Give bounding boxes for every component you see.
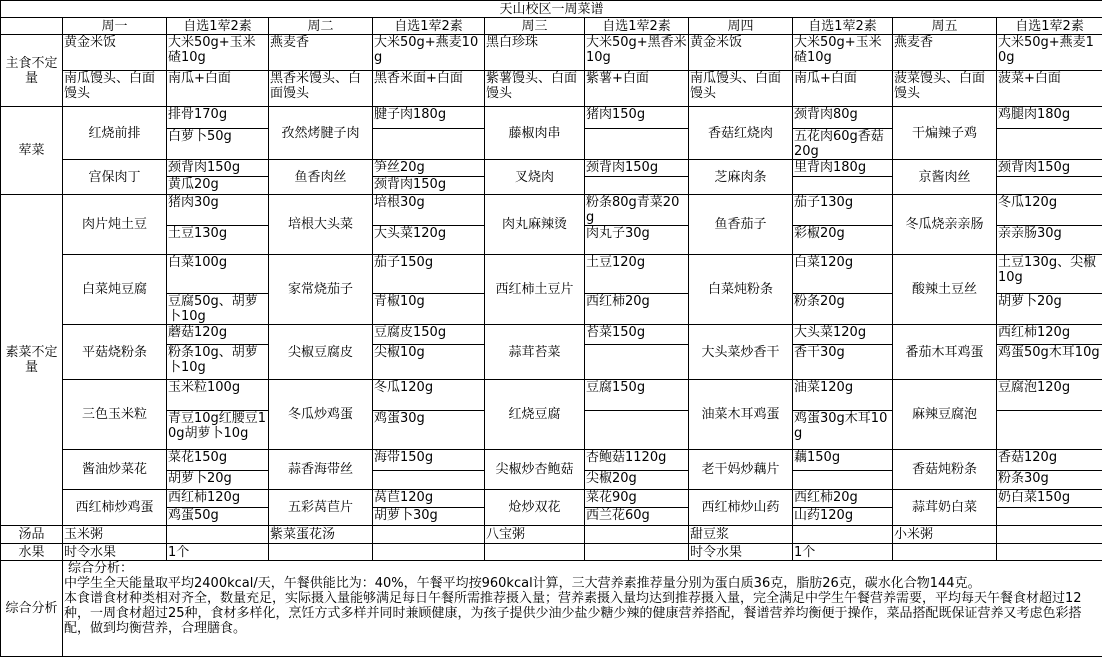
ingredient-cell[interactable]: 香菇120g xyxy=(997,450,1102,471)
dish-name[interactable]: 干煸辣子鸡 xyxy=(893,107,997,160)
ingredient-cell[interactable]: 冬瓜120g xyxy=(373,380,485,411)
ingredient-cell[interactable]: 豆腐皮150g xyxy=(373,325,485,345)
dish-name[interactable]: 三色玉米粒 xyxy=(63,380,167,450)
fruit-cell[interactable] xyxy=(997,544,1102,561)
category-staple[interactable]: 主食不定量 xyxy=(1,35,63,107)
staple-cell[interactable]: 黄金米饭 xyxy=(689,35,793,71)
soup-cell[interactable]: 小米粥 xyxy=(893,526,997,544)
dish-name[interactable]: 红烧前排 xyxy=(63,107,167,160)
ingredient-cell[interactable] xyxy=(997,508,1102,526)
fruit-cell[interactable] xyxy=(269,544,373,561)
dish-name[interactable]: 蒜茸苔菜 xyxy=(485,325,585,380)
staple-cell[interactable]: 南瓜+白面 xyxy=(793,71,893,107)
ingredient-cell[interactable]: 鸡腿肉180g xyxy=(997,107,1102,129)
ingredient-cell[interactable] xyxy=(585,345,689,380)
dish-name[interactable]: 油菜木耳鸡蛋 xyxy=(689,380,793,450)
soup-cell[interactable]: 玉米粥 xyxy=(63,526,167,544)
dish-name[interactable]: 冬瓜烧亲亲肠 xyxy=(893,195,997,255)
dish-name[interactable]: 白菜炖粉条 xyxy=(689,255,793,325)
category-meat[interactable]: 荤菜 xyxy=(1,107,63,195)
ingredient-cell[interactable] xyxy=(793,471,893,490)
ingredient-cell[interactable]: 颈背肉150g xyxy=(997,160,1102,177)
ingredient-cell[interactable]: 油菜120g xyxy=(793,380,893,411)
soup-cell[interactable] xyxy=(585,526,689,544)
dish-name[interactable]: 宫保肉丁 xyxy=(63,160,167,195)
ingredient-cell[interactable]: 豆腐50g、胡萝卜10g xyxy=(167,294,269,325)
ingredient-cell[interactable]: 冬瓜120g xyxy=(997,195,1102,226)
table-row xyxy=(1,255,1102,294)
ingredient-cell[interactable] xyxy=(373,471,485,490)
category-summary[interactable]: 综合分析 xyxy=(1,561,63,657)
dish-name[interactable]: 西红柿土豆片 xyxy=(485,255,585,325)
ingredient-cell[interactable]: 土豆120g xyxy=(585,255,689,294)
ingredient-cell[interactable]: 尖椒20g xyxy=(585,471,689,490)
staple-cell[interactable]: 紫薯馒头、白面馒头 xyxy=(485,71,585,107)
column-header[interactable]: 周三 xyxy=(485,18,585,35)
ingredient-cell[interactable]: 豆腐泡120g xyxy=(997,380,1102,411)
ingredient-cell[interactable]: 里背肉180g xyxy=(793,160,893,177)
fruit-cell[interactable]: 时令水果 xyxy=(689,544,793,561)
ingredient-cell[interactable]: 白菜100g xyxy=(167,255,269,294)
ingredient-cell[interactable] xyxy=(997,177,1102,195)
staple-cell[interactable]: 大米50g+黑香米10g xyxy=(585,35,689,71)
fruit-cell[interactable] xyxy=(585,544,689,561)
fruit-cell[interactable] xyxy=(893,544,997,561)
table-row xyxy=(1,325,1102,345)
dish-name[interactable]: 炝炒双花 xyxy=(485,490,585,526)
ingredient-cell[interactable] xyxy=(585,129,689,160)
ingredient-cell[interactable]: 杏鲍菇1120g xyxy=(585,450,689,471)
dish-name[interactable]: 大头菜炒香干 xyxy=(689,325,793,380)
ingredient-cell[interactable]: 笋丝20g xyxy=(373,160,485,177)
summary-text[interactable] xyxy=(63,561,1102,657)
ingredient-cell[interactable]: 粉条80g青菜20g xyxy=(585,195,689,226)
ingredient-cell[interactable]: 大头菜120g xyxy=(373,226,485,255)
ingredient-cell[interactable]: 苔菜150g xyxy=(585,325,689,345)
ingredient-cell[interactable]: 青椒10g xyxy=(373,294,485,325)
ingredient-cell[interactable]: 颈背肉150g xyxy=(167,160,269,177)
ingredient-cell[interactable] xyxy=(585,411,689,450)
soup-cell[interactable] xyxy=(167,526,269,544)
table-row xyxy=(1,561,1102,657)
dish-name[interactable]: 蒜香海带丝 xyxy=(269,450,373,490)
ingredient-cell[interactable]: 胡萝卜20g xyxy=(167,471,269,490)
table-row xyxy=(1,544,1102,561)
staple-cell[interactable]: 紫薯+白面 xyxy=(585,71,689,107)
staple-cell[interactable]: 燕麦香 xyxy=(893,35,997,71)
table-row xyxy=(1,450,1102,471)
ingredient-cell[interactable]: 玉米粒100g xyxy=(167,380,269,411)
ingredient-cell[interactable]: 尖椒10g xyxy=(373,345,485,380)
category-fruit[interactable]: 水果 xyxy=(1,544,63,561)
dish-name[interactable]: 番茄木耳鸡蛋 xyxy=(893,325,997,380)
ingredient-cell[interactable]: 猪肉30g xyxy=(167,195,269,226)
ingredient-cell[interactable]: 土豆130g xyxy=(167,226,269,255)
ingredient-cell[interactable]: 青豆10g红腰豆10g胡萝卜10g xyxy=(167,411,269,450)
soup-cell[interactable]: 甜豆浆 xyxy=(689,526,793,544)
summary-line2: 本食谱食材种类相对齐全，数量充足，实际摄入量能够满足每日午餐所需推荐摄入量；营养素摄入量均达到推荐摄入量，完全满足中学生午餐营养需要，平均每天午餐食材超过12种，一周食材超过25种，食材多样化，烹饪方式多样并同时兼顾健康，为孩子提供少油少盐少糖少辣的健康营养搭配，餐谱营养均衡便于操作，菜品搭配既保证营养又考虑色彩搭配，做到均衡营养，合理膳食。 xyxy=(64,591,1082,636)
dish-name[interactable]: 白菜炖豆腐 xyxy=(63,255,167,325)
ingredient-cell[interactable]: 菜花90g xyxy=(585,490,689,508)
staple-cell[interactable]: 菠菜+白面 xyxy=(997,71,1102,107)
ingredient-cell[interactable]: 颈背肉80g xyxy=(793,107,893,129)
ingredient-cell[interactable]: 西兰花60g xyxy=(585,508,689,526)
ingredient-cell[interactable] xyxy=(793,177,893,195)
dish-name[interactable]: 红烧豆腐 xyxy=(485,380,585,450)
ingredient-cell[interactable]: 土豆130g、尖椒10g xyxy=(997,255,1102,294)
ingredient-cell[interactable]: 西红柿20g xyxy=(793,490,893,508)
dish-name[interactable]: 尖椒豆腐皮 xyxy=(269,325,373,380)
ingredient-cell[interactable]: 西红柿120g xyxy=(167,490,269,508)
ingredient-cell[interactable]: 豆腐150g xyxy=(585,380,689,411)
staple-cell[interactable]: 南瓜+白面 xyxy=(167,71,269,107)
dish-name[interactable]: 芝麻肉条 xyxy=(689,160,793,195)
ingredient-cell[interactable]: 西红柿120g xyxy=(997,325,1102,345)
fruit-cell[interactable]: 1个 xyxy=(167,544,269,561)
ingredient-cell[interactable]: 白菜120g xyxy=(793,255,893,294)
soup-cell[interactable]: 八宝粥 xyxy=(485,526,585,544)
dish-name[interactable]: 鱼香肉丝 xyxy=(269,160,373,195)
table-row xyxy=(1,490,1102,508)
header-corner[interactable] xyxy=(1,18,63,35)
table-row xyxy=(1,1,1102,18)
ingredient-cell[interactable]: 胡萝卜30g xyxy=(373,508,485,526)
column-header[interactable]: 自选1荤2素 xyxy=(997,18,1102,35)
dish-name[interactable]: 家常烧茄子 xyxy=(269,255,373,325)
column-header[interactable]: 自选1荤2素 xyxy=(793,18,893,35)
column-header[interactable]: 周一 xyxy=(63,18,167,35)
ingredient-cell[interactable]: 鸡蛋50g xyxy=(167,508,269,526)
dish-name[interactable]: 藤椒肉串 xyxy=(485,107,585,160)
dish-name[interactable]: 肉片炖土豆 xyxy=(63,195,167,255)
ingredient-cell[interactable]: 海带150g xyxy=(373,450,485,471)
ingredient-cell[interactable] xyxy=(585,177,689,195)
column-header[interactable]: 自选1荤2素 xyxy=(167,18,269,35)
dish-name[interactable]: 香菇炖粉条 xyxy=(893,450,997,490)
ingredient-cell[interactable]: 亲亲肠30g xyxy=(997,226,1102,255)
ingredient-cell[interactable]: 肉丸子30g xyxy=(585,226,689,255)
staple-cell[interactable]: 大米50g+燕麦10g xyxy=(373,35,485,71)
staple-cell[interactable]: 黑香米面+白面 xyxy=(373,71,485,107)
ingredient-cell[interactable]: 西红柿20g xyxy=(585,294,689,325)
dish-name[interactable]: 尖椒炒杏鲍菇 xyxy=(485,450,585,490)
ingredient-cell[interactable]: 彩椒20g xyxy=(793,226,893,255)
soup-cell[interactable] xyxy=(793,526,893,544)
ingredient-cell[interactable]: 猪肉150g xyxy=(585,107,689,129)
category-soup[interactable]: 汤品 xyxy=(1,526,63,544)
ingredient-cell[interactable]: 菜花150g xyxy=(167,450,269,471)
ingredient-cell[interactable]: 五花肉60g香菇20g xyxy=(793,129,893,160)
dish-name[interactable]: 麻辣豆腐泡 xyxy=(893,380,997,450)
fruit-cell[interactable] xyxy=(485,544,585,561)
dish-name[interactable]: 叉烧肉 xyxy=(485,160,585,195)
staple-cell[interactable]: 黑香米馒头、白面馒头 xyxy=(269,71,373,107)
staple-cell[interactable]: 南瓜馒头、白面馒头 xyxy=(689,71,793,107)
dish-name[interactable]: 西红柿炒鸡蛋 xyxy=(63,490,167,526)
dish-name[interactable]: 冬瓜炒鸡蛋 xyxy=(269,380,373,450)
ingredient-cell[interactable]: 山药120g xyxy=(793,508,893,526)
ingredient-cell[interactable] xyxy=(997,411,1102,450)
dish-name[interactable]: 鱼香茄子 xyxy=(689,195,793,255)
ingredient-cell[interactable]: 茄子150g xyxy=(373,255,485,294)
ingredient-cell[interactable]: 茄子130g xyxy=(793,195,893,226)
staple-cell[interactable]: 南瓜馒头、白面馒头 xyxy=(63,71,167,107)
staple-cell[interactable]: 大米50g+玉米碴10g xyxy=(167,35,269,71)
dish-name[interactable]: 西红柿炒山药 xyxy=(689,490,793,526)
table-row xyxy=(1,526,1102,544)
summary-line1: 中学生全天能量取平均2400kcal/天，午餐供能比为：40%，午餐平均按960kcal计算，三大营养素推荐量分别为蛋白质36克，脂肪26克，碳水化合物144克。 xyxy=(64,576,981,591)
table-row xyxy=(1,195,1102,226)
table-row xyxy=(1,380,1102,411)
table-row xyxy=(1,35,1102,71)
ingredient-cell[interactable]: 粉条30g xyxy=(997,471,1102,490)
table-row xyxy=(1,18,1102,35)
dish-name[interactable]: 京酱肉丝 xyxy=(893,160,997,195)
ingredient-cell[interactable]: 胡萝卜20g xyxy=(997,294,1102,325)
ingredient-cell[interactable]: 鸡蛋30g xyxy=(373,411,485,450)
column-header[interactable]: 周五 xyxy=(893,18,997,35)
table-row xyxy=(1,71,1102,107)
column-header[interactable]: 周二 xyxy=(269,18,373,35)
staple-cell[interactable]: 大米50g+玉米碴10g xyxy=(793,35,893,71)
fruit-cell[interactable]: 1个 xyxy=(793,544,893,561)
ingredient-cell[interactable]: 粉条20g xyxy=(793,294,893,325)
menu-title[interactable]: 天山校区一周菜谱 xyxy=(1,1,1102,18)
dish-name[interactable]: 孜然烤腱子肉 xyxy=(269,107,373,160)
ingredient-cell[interactable]: 莴苣120g xyxy=(373,490,485,508)
column-header[interactable]: 自选1荤2素 xyxy=(585,18,689,35)
ingredient-cell[interactable]: 颈背肉150g xyxy=(585,160,689,177)
column-header[interactable]: 自选1荤2素 xyxy=(373,18,485,35)
ingredient-cell[interactable]: 鸡蛋50g木耳10g xyxy=(997,345,1102,380)
soup-cell[interactable] xyxy=(997,526,1102,544)
dish-name[interactable]: 培根大头菜 xyxy=(269,195,373,255)
dish-name[interactable]: 五彩莴苣片 xyxy=(269,490,373,526)
ingredient-cell[interactable] xyxy=(997,129,1102,160)
dish-name[interactable]: 肉丸麻辣烫 xyxy=(485,195,585,255)
category-veg[interactable]: 素菜不定量 xyxy=(1,195,63,526)
table-row xyxy=(1,160,1102,177)
ingredient-cell[interactable]: 蘑菇120g xyxy=(167,325,269,345)
ingredient-cell[interactable]: 颈背肉150g xyxy=(373,177,485,195)
staple-cell[interactable]: 大米50g+燕麦10g xyxy=(997,35,1102,71)
ingredient-cell[interactable]: 香干30g xyxy=(793,345,893,380)
fruit-cell[interactable] xyxy=(373,544,485,561)
ingredient-cell[interactable]: 粉条10g、胡萝卜10g xyxy=(167,345,269,380)
ingredient-cell[interactable]: 腱子肉180g xyxy=(373,107,485,129)
dish-name[interactable]: 蒜茸奶白菜 xyxy=(893,490,997,526)
staple-cell[interactable]: 燕麦香 xyxy=(269,35,373,71)
soup-cell[interactable]: 紫菜蛋花汤 xyxy=(269,526,373,544)
column-header[interactable]: 周四 xyxy=(689,18,793,35)
staple-cell[interactable]: 菠菜馒头、白面馒头 xyxy=(893,71,997,107)
fruit-cell[interactable]: 时令水果 xyxy=(63,544,167,561)
ingredient-cell[interactable]: 培根30g xyxy=(373,195,485,226)
dish-name[interactable]: 老干妈炒藕片 xyxy=(689,450,793,490)
ingredient-cell[interactable]: 奶白菜150g xyxy=(997,490,1102,508)
dish-name[interactable]: 酸辣土豆丝 xyxy=(893,255,997,325)
soup-cell[interactable] xyxy=(373,526,485,544)
dish-name[interactable]: 香菇红烧肉 xyxy=(689,107,793,160)
table-row xyxy=(1,107,1102,129)
summary-heading: 综合分析： xyxy=(68,561,134,576)
ingredient-cell[interactable]: 藕150g xyxy=(793,450,893,471)
ingredient-cell[interactable]: 排骨170g xyxy=(167,107,269,129)
dish-name[interactable]: 酱油炒菜花 xyxy=(63,450,167,490)
ingredient-cell[interactable] xyxy=(373,129,485,160)
staple-cell[interactable]: 黑白珍珠 xyxy=(485,35,585,71)
staple-cell[interactable]: 黄金米饭 xyxy=(63,35,167,71)
ingredient-cell[interactable]: 白萝卜50g xyxy=(167,129,269,160)
dish-name[interactable]: 平菇烧粉条 xyxy=(63,325,167,380)
ingredient-cell[interactable]: 黄瓜20g xyxy=(167,177,269,195)
ingredient-cell[interactable]: 鸡蛋30g木耳10g xyxy=(793,411,893,450)
ingredient-cell[interactable]: 大头菜120g xyxy=(793,325,893,345)
